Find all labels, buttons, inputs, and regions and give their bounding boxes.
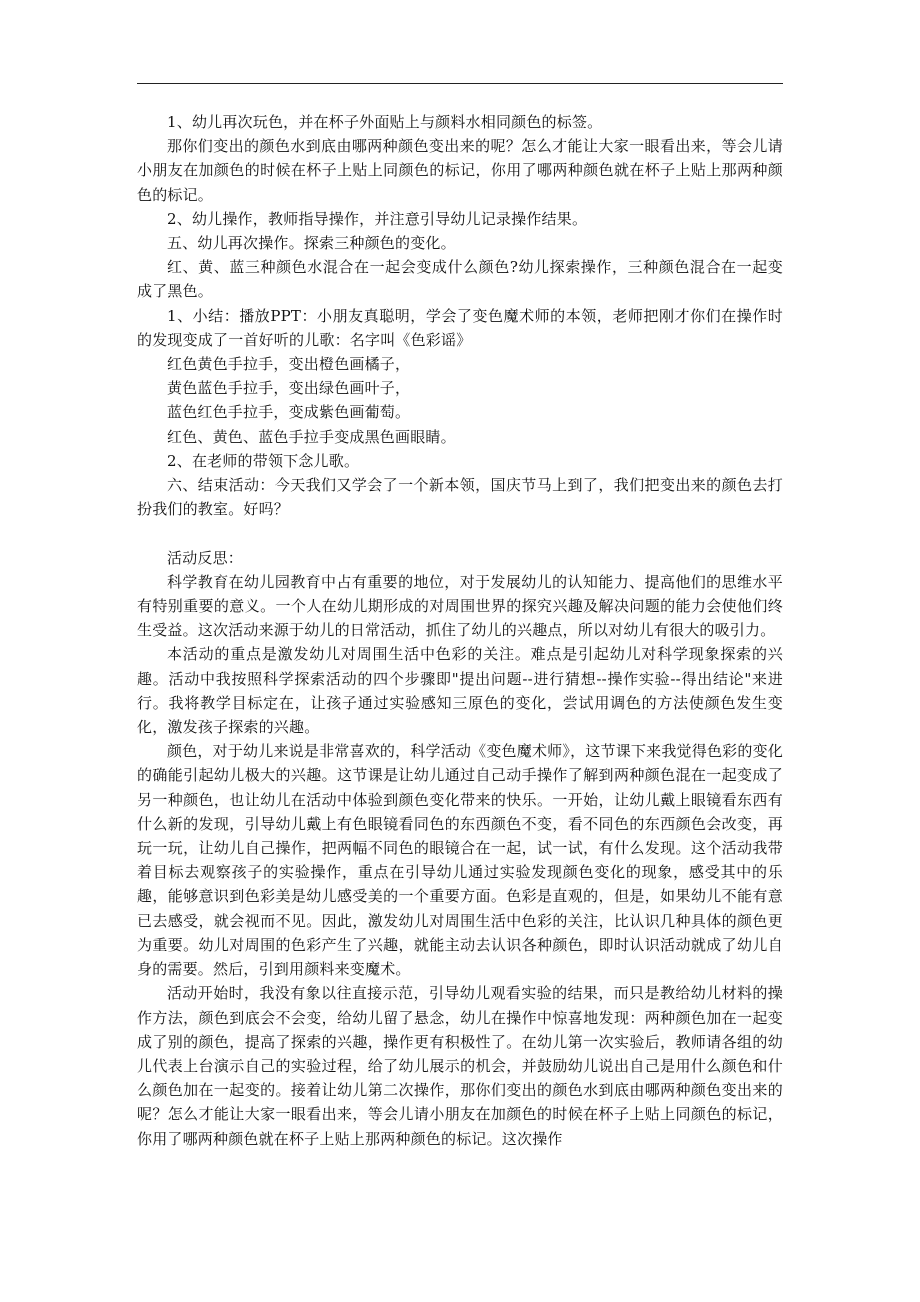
- paragraph: 2、幼儿操作，教师指导操作，并注意引导幼儿记录操作结果。: [167, 209, 588, 228]
- paragraph: 科学教育在幼儿园教育中占有重要的地位，对于发展幼儿的认知能力、提高他们的思维水平有特别重要的意义。一个人在幼儿期形成的对周围世界的探究兴趣及解决问题的能力会使他们终生受益。这次活动来源于幼儿的日常活动，抓住了幼儿的兴趣点，所以对幼儿有很大的吸引力。: [137, 572, 783, 640]
- paragraph: 那你们变出的颜色水到底由哪两种颜色变出来的呢？怎么才能让大家一眼看出来，等会儿请小朋友在加颜色的时候在杯子上贴上同颜色的标记，你用了哪两种颜色就在杯子上贴上那两种颜色的标记。: [137, 137, 783, 204]
- paragraph: 红、黄、蓝三种颜色水混合在一起会变成什么颜色?幼儿探索操作，三种颜色混合在一起变成了黑色。: [137, 258, 783, 301]
- paragraph: 1、小结：播放PPT：小朋友真聪明，学会了变色魔术师的本领，老师把刚才你们在操作时的发现变成了一首好听的儿歌：名字叫《色彩谣》: [137, 306, 783, 349]
- section-heading: 五、幼儿再次操作。探索三种颜色的变化。: [167, 234, 456, 253]
- section-heading: 六、结束活动：今天我们又学会了一个新本领，国庆节马上到了，我们把变出来的颜色去打扮我们的教室。好吗？: [137, 476, 783, 519]
- paragraph: 本活动的重点是激发幼儿对周围生活中色彩的关注。难点是引起幼儿对科学现象探索的兴趣。活动中我按照科学探索活动的四个步骤即"提出问题--进行猜想--操作实验--得出结论"来进行。我将教学目标定在，让孩子通过实验感知三原色的变化，尝试用调色的方法使颜色发生变化，激发孩子探索的兴趣。: [137, 645, 783, 737]
- poem-line: 红色黄色手拉手，变出橙色画橘子，: [167, 355, 411, 374]
- poem-line: 红色、黄色、蓝色手拉手变成黑色画眼睛。: [167, 427, 456, 446]
- header-rule: [137, 83, 783, 84]
- paragraph: 2、在老师的带领下念儿歌。: [167, 451, 360, 470]
- paragraph: 1、幼儿再次玩色，并在杯子外面贴上与颜料水相同颜色的标签。: [167, 113, 603, 131]
- paragraph: 活动开始时，我没有象以往直接示范，引导幼儿观看实验的结果，而只是教给幼儿材料的操作方法，颜色到底会不会变，给幼儿留了悬念，幼儿在操作中惊喜地发现：两种颜色加在一起变成了别的颜色，提高了探索的兴趣，操作更有积极性了。在幼儿第一次实验后，教师请各组的幼儿代表上台演示自己的实验过程，给了幼儿展示的机会，并鼓励幼儿说出自己是用什么颜色和什么颜色加在一起变的。接着让幼儿第二次操作，那你们变出的颜色水到底由哪两种颜色变出来的呢？怎么才能让大家一眼看出来，等会儿请小朋友在加颜色的时候在杯子上贴上同颜色的标记，你用了哪两种颜色就在杯子上贴上那两种颜色的标记。这次操作: [137, 984, 783, 1148]
- paragraph: 颜色，对于幼儿来说是非常喜欢的，科学活动《变色魔术师》，这节课下来我觉得色彩的变化的确能引起幼儿极大的兴趣。这节课是让幼儿通过自己动手操作了解到两种颜色混在一起变成了另一种颜色，也让幼儿在活动中体验到颜色变化带来的快乐。一开始，让幼儿戴上眼镜看东西有什么新的发现，引导幼儿戴上有色眼镜看同色的东西颜色不变，看不同色的东西颜色会改变，再玩一玩，让幼儿自己操作，把两幅不同色的眼镜合在一起，试一试，有什么发现。这个活动我带着目标去观察孩子的实验操作，重点在引导幼儿通过实验发现颜色变化的现象，感受其中的乐趣，能够意识到色彩美是幼儿感受美的一个重要方面。色彩是直观的，但是，如果幼儿不能有意已去感受，就会视而不见。因此，激发幼儿对周围生活中色彩的关注，比认识几种具体的颜色更为重要。幼儿对周围的色彩产生了兴趣，就能主动去认识各种颜色，即时认识活动就成了幼儿自身的需要。然后，引到用颜料来变魔术。: [137, 742, 783, 979]
- poem-line: 蓝色红色手拉手，变成紫色画葡萄。: [167, 403, 411, 422]
- document-body: [137, 110, 783, 1151]
- poem-line: 黄色蓝色手拉手，变出绿色画叶子，: [167, 379, 411, 398]
- blank-line: [137, 521, 783, 545]
- reflection-heading: 活动反思：: [167, 548, 244, 567]
